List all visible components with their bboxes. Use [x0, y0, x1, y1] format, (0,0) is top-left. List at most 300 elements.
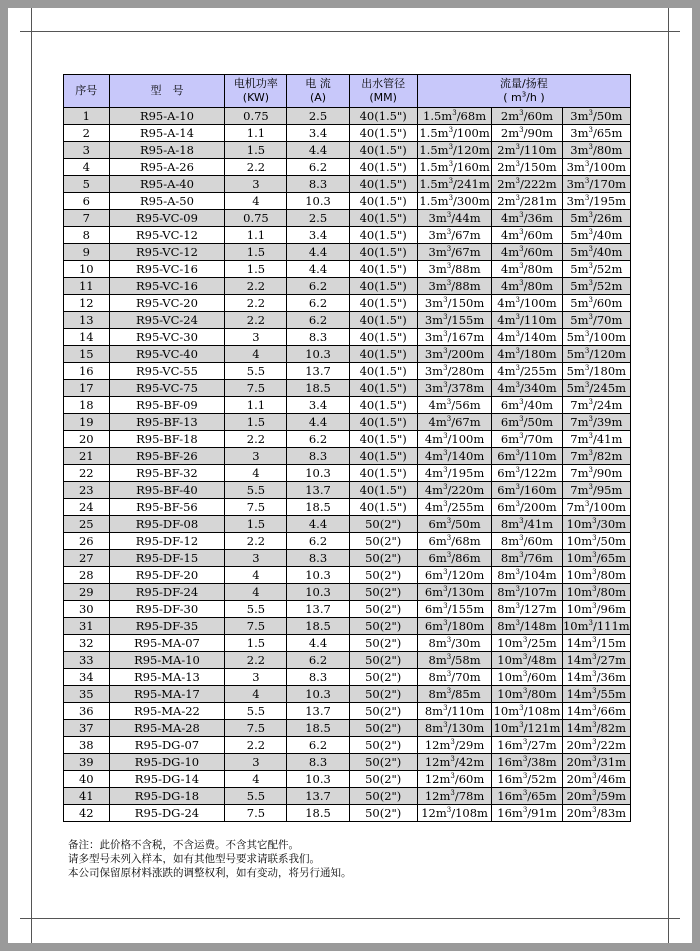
- cell-power: 1.1: [225, 125, 287, 142]
- cell-power: 4: [225, 771, 287, 788]
- cell-no: 25: [64, 516, 110, 533]
- cell-flow-2: $4m^3/100m$: [492, 295, 562, 312]
- note-line: 备注：此价格不含税，不含运费。不含其它配件。: [68, 839, 299, 851]
- cell-flow-3: $10m^3/80m$: [562, 567, 630, 584]
- cell-model: R95-MA-13: [109, 669, 225, 686]
- cell-flow-1: $3m^3/44m$: [417, 210, 491, 227]
- cell-no: 19: [64, 414, 110, 431]
- cell-flow-2: $8m^3/127m$: [492, 601, 562, 618]
- cell-flow-2: $16m^3/91m$: [492, 805, 562, 822]
- cell-pipe: 50(2"): [349, 805, 417, 822]
- cell-power: 2.2: [225, 159, 287, 176]
- cell-pipe: 50(2"): [349, 550, 417, 567]
- table-row: [64, 142, 631, 159]
- cell-power: 5.5: [225, 363, 287, 380]
- table-row: [64, 618, 631, 635]
- cell-current: 10.3: [287, 584, 349, 601]
- cell-pipe: 50(2"): [349, 720, 417, 737]
- notes: [68, 838, 352, 880]
- cell-current: 3.4: [287, 227, 349, 244]
- cell-pipe: 40(1.5"): [349, 176, 417, 193]
- cell-model: R95-A-26: [109, 159, 225, 176]
- cell-model: R95-DG-24: [109, 805, 225, 822]
- cell-power: 2.2: [225, 295, 287, 312]
- table-row: [64, 329, 631, 346]
- cell-model: R95-MA-28: [109, 720, 225, 737]
- cell-flow-1: $3m^3/88m$: [417, 261, 491, 278]
- table-row: [64, 448, 631, 465]
- cell-flow-1: $8m^3/110m$: [417, 703, 491, 720]
- table-row: [64, 176, 631, 193]
- cell-pipe: 40(1.5"): [349, 261, 417, 278]
- cell-current: 13.7: [287, 601, 349, 618]
- cell-power: 3: [225, 176, 287, 193]
- bottom-guide-line: [20, 918, 680, 919]
- cell-current: 8.3: [287, 176, 349, 193]
- cell-no: 12: [64, 295, 110, 312]
- cell-no: 10: [64, 261, 110, 278]
- table-row: [64, 414, 631, 431]
- cell-flow-3: $3m^3/50m$: [562, 108, 630, 125]
- cell-model: R95-VC-75: [109, 380, 225, 397]
- cell-flow-2: $6m^3/122m$: [492, 465, 562, 482]
- cell-current: 10.3: [287, 346, 349, 363]
- cell-flow-2: $2m^3/222m$: [492, 176, 562, 193]
- cell-current: 3.4: [287, 125, 349, 142]
- cell-flow-2: $6m^3/200m$: [492, 499, 562, 516]
- cell-pipe: 50(2"): [349, 703, 417, 720]
- table-row: [64, 720, 631, 737]
- cell-power: 4: [225, 193, 287, 210]
- cell-pipe: 40(1.5"): [349, 346, 417, 363]
- cell-no: 9: [64, 244, 110, 261]
- cell-flow-2: $2m^3/110m$: [492, 142, 562, 159]
- table-row: [64, 210, 631, 227]
- cell-no: 30: [64, 601, 110, 618]
- cell-flow-1: $12m^3/42m$: [417, 754, 491, 771]
- table-row: [64, 533, 631, 550]
- cell-no: 24: [64, 499, 110, 516]
- cell-power: 3: [225, 754, 287, 771]
- cell-power: 2.2: [225, 652, 287, 669]
- cell-current: 18.5: [287, 499, 349, 516]
- cell-flow-3: $3m^3/170m$: [562, 176, 630, 193]
- cell-flow-2: $6m^3/50m$: [492, 414, 562, 431]
- cell-flow-2: $6m^3/160m$: [492, 482, 562, 499]
- cell-no: 1: [64, 108, 110, 125]
- cell-power: 4: [225, 567, 287, 584]
- table-row: [64, 737, 631, 754]
- cell-flow-1: $4m^3/67m$: [417, 414, 491, 431]
- cell-flow-3: $7m^3/24m$: [562, 397, 630, 414]
- cell-power: 7.5: [225, 380, 287, 397]
- cell-flow-2: $10m^3/80m$: [492, 686, 562, 703]
- cell-flow-1: $3m^3/67m$: [417, 244, 491, 261]
- cell-pipe: 50(2"): [349, 635, 417, 652]
- cell-flow-3: $14m^3/27m$: [562, 652, 630, 669]
- cell-power: 3: [225, 329, 287, 346]
- cell-pipe: 50(2"): [349, 788, 417, 805]
- cell-flow-2: $8m^3/104m$: [492, 567, 562, 584]
- cell-power: 2.2: [225, 533, 287, 550]
- table-row: [64, 805, 631, 822]
- table-row: [64, 227, 631, 244]
- cell-current: 13.7: [287, 482, 349, 499]
- cell-flow-2: $6m^3/110m$: [492, 448, 562, 465]
- table-row: [64, 771, 631, 788]
- cell-flow-3: $10m^3/30m$: [562, 516, 630, 533]
- table-row: [64, 686, 631, 703]
- header-flow-head: [417, 75, 630, 108]
- table-row: [64, 346, 631, 363]
- cell-model: R95-VC-16: [109, 278, 225, 295]
- cell-flow-2: $10m^3/25m$: [492, 635, 562, 652]
- cell-flow-1: $6m^3/68m$: [417, 533, 491, 550]
- document-page: [8, 8, 692, 943]
- header-pipe: [349, 75, 417, 108]
- table-row: [64, 261, 631, 278]
- table-row: [64, 431, 631, 448]
- cell-model: R95-A-18: [109, 142, 225, 159]
- cell-pipe: 40(1.5"): [349, 397, 417, 414]
- table-header-row: [64, 75, 631, 108]
- cell-flow-3: $20m^3/83m$: [562, 805, 630, 822]
- cell-no: 21: [64, 448, 110, 465]
- cell-pipe: 40(1.5"): [349, 499, 417, 516]
- cell-current: 4.4: [287, 635, 349, 652]
- cell-pipe: 50(2"): [349, 686, 417, 703]
- cell-flow-1: $3m^3/155m$: [417, 312, 491, 329]
- cell-current: 10.3: [287, 686, 349, 703]
- cell-model: R95-A-40: [109, 176, 225, 193]
- cell-current: 4.4: [287, 516, 349, 533]
- cell-current: 4.4: [287, 414, 349, 431]
- cell-power: 0.75: [225, 210, 287, 227]
- cell-flow-1: $3m^3/88m$: [417, 278, 491, 295]
- cell-no: 38: [64, 737, 110, 754]
- cell-no: 33: [64, 652, 110, 669]
- cell-pipe: 40(1.5"): [349, 380, 417, 397]
- cell-current: 2.5: [287, 108, 349, 125]
- cell-pipe: 50(2"): [349, 669, 417, 686]
- table-row: [64, 669, 631, 686]
- cell-flow-2: $4m^3/60m$: [492, 227, 562, 244]
- cell-flow-1: $3m^3/280m$: [417, 363, 491, 380]
- right-guide-line: [668, 8, 669, 943]
- cell-model: R95-BF-09: [109, 397, 225, 414]
- cell-pipe: 50(2"): [349, 652, 417, 669]
- cell-current: 6.2: [287, 312, 349, 329]
- cell-no: 31: [64, 618, 110, 635]
- cell-no: 40: [64, 771, 110, 788]
- cell-power: 5.5: [225, 482, 287, 499]
- cell-flow-1: $1.5m^3/68m$: [417, 108, 491, 125]
- cell-pipe: 40(1.5"): [349, 108, 417, 125]
- pump-spec-table: [63, 74, 631, 822]
- cell-power: 4: [225, 686, 287, 703]
- note-line: 本公司保留原材料涨跌的调整权利，如有变动，将另行通知。: [68, 867, 352, 879]
- cell-pipe: 40(1.5"): [349, 193, 417, 210]
- cell-power: 1.5: [225, 635, 287, 652]
- cell-pipe: 50(2"): [349, 567, 417, 584]
- cell-model: R95-DG-18: [109, 788, 225, 805]
- cell-flow-1: $3m^3/200m$: [417, 346, 491, 363]
- cell-flow-1: $4m^3/255m$: [417, 499, 491, 516]
- cell-current: 6.2: [287, 652, 349, 669]
- cell-flow-3: $20m^3/31m$: [562, 754, 630, 771]
- cell-flow-3: $14m^3/55m$: [562, 686, 630, 703]
- cell-flow-2: $8m^3/76m$: [492, 550, 562, 567]
- cell-power: 2.2: [225, 278, 287, 295]
- cell-power: 2.2: [225, 737, 287, 754]
- cell-flow-3: $10m^3/96m$: [562, 601, 630, 618]
- cell-current: 10.3: [287, 465, 349, 482]
- cell-power: 1.5: [225, 261, 287, 278]
- cell-flow-2: $6m^3/70m$: [492, 431, 562, 448]
- cell-no: 16: [64, 363, 110, 380]
- cell-flow-3: $7m^3/82m$: [562, 448, 630, 465]
- cell-flow-2: $2m^3/150m$: [492, 159, 562, 176]
- table-row: [64, 550, 631, 567]
- cell-flow-2: $4m^3/60m$: [492, 244, 562, 261]
- table-row: [64, 312, 631, 329]
- cell-flow-3: $5m^3/180m$: [562, 363, 630, 380]
- cell-model: R95-VC-12: [109, 244, 225, 261]
- cell-flow-1: $3m^3/167m$: [417, 329, 491, 346]
- cell-pipe: 50(2"): [349, 584, 417, 601]
- cell-no: 7: [64, 210, 110, 227]
- cell-model: R95-BF-32: [109, 465, 225, 482]
- header-flow-label: 流量/扬程: [500, 77, 548, 90]
- cell-no: 15: [64, 346, 110, 363]
- cell-flow-3: $5m^3/70m$: [562, 312, 630, 329]
- cell-flow-1: $4m^3/195m$: [417, 465, 491, 482]
- cell-pipe: 40(1.5"): [349, 142, 417, 159]
- table-row: [64, 703, 631, 720]
- cell-pipe: 40(1.5"): [349, 431, 417, 448]
- cell-current: 18.5: [287, 380, 349, 397]
- cell-flow-2: $10m^3/48m$: [492, 652, 562, 669]
- cell-no: 13: [64, 312, 110, 329]
- cell-model: R95-A-50: [109, 193, 225, 210]
- cell-flow-2: $8m^3/60m$: [492, 533, 562, 550]
- cell-flow-3: $5m^3/52m$: [562, 261, 630, 278]
- cell-pipe: 40(1.5"): [349, 227, 417, 244]
- table-row: [64, 193, 631, 210]
- cell-model: R95-VC-12: [109, 227, 225, 244]
- cell-model: R95-DF-12: [109, 533, 225, 550]
- cell-current: 4.4: [287, 261, 349, 278]
- table-row: [64, 482, 631, 499]
- cell-current: 6.2: [287, 533, 349, 550]
- cell-model: R95-MA-17: [109, 686, 225, 703]
- cell-flow-2: $6m^3/40m$: [492, 397, 562, 414]
- cell-pipe: 40(1.5"): [349, 278, 417, 295]
- cell-flow-1: $3m^3/378m$: [417, 380, 491, 397]
- cell-flow-2: $10m^3/121m$: [493, 720, 561, 735]
- cell-flow-2: $4m^3/80m$: [492, 261, 562, 278]
- cell-flow-2: $8m^3/41m$: [492, 516, 562, 533]
- cell-current: 6.2: [287, 159, 349, 176]
- cell-flow-2: $16m^3/65m$: [492, 788, 562, 805]
- cell-flow-3: $5m^3/60m$: [562, 295, 630, 312]
- cell-pipe: 40(1.5"): [349, 414, 417, 431]
- cell-pipe: 40(1.5"): [349, 312, 417, 329]
- cell-model: R95-DF-08: [109, 516, 225, 533]
- cell-power: 1.1: [225, 227, 287, 244]
- cell-current: 10.3: [287, 567, 349, 584]
- table-row: [64, 363, 631, 380]
- cell-flow-1: $6m^3/180m$: [417, 618, 491, 635]
- cell-model: R95-DF-35: [109, 618, 225, 635]
- table-row: [64, 635, 631, 652]
- cell-pipe: 40(1.5"): [349, 482, 417, 499]
- cell-power: 3: [225, 448, 287, 465]
- cell-flow-2: $2m^3/281m$: [492, 193, 562, 210]
- header-current-unit: (A): [309, 91, 327, 104]
- cell-flow-1: $6m^3/86m$: [417, 550, 491, 567]
- cell-no: 14: [64, 329, 110, 346]
- cell-flow-3: $10m^3/50m$: [562, 533, 630, 550]
- cell-current: 8.3: [287, 754, 349, 771]
- cell-current: 13.7: [287, 703, 349, 720]
- cell-pipe: 40(1.5"): [349, 244, 417, 261]
- cell-pipe: 40(1.5"): [349, 448, 417, 465]
- cell-flow-3: $14m^3/15m$: [562, 635, 630, 652]
- cell-current: 2.5: [287, 210, 349, 227]
- table-row: [64, 125, 631, 142]
- cell-power: 3: [225, 550, 287, 567]
- cell-flow-3: $7m^3/41m$: [562, 431, 630, 448]
- cell-model: R95-MA-07: [109, 635, 225, 652]
- cell-current: 4.4: [287, 142, 349, 159]
- cell-power: 2.2: [225, 431, 287, 448]
- cell-model: R95-DF-20: [109, 567, 225, 584]
- cell-flow-2: $16m^3/27m$: [492, 737, 562, 754]
- cell-flow-3: $5m^3/40m$: [562, 244, 630, 261]
- cell-no: 27: [64, 550, 110, 567]
- cell-no: 23: [64, 482, 110, 499]
- header-power: [225, 75, 287, 108]
- table-row: [64, 516, 631, 533]
- table-row: [64, 584, 631, 601]
- cell-pipe: 50(2"): [349, 771, 417, 788]
- cell-flow-2: $10m^3/60m$: [492, 669, 562, 686]
- cell-flow-2: $2m^3/90m$: [492, 125, 562, 142]
- cell-no: 11: [64, 278, 110, 295]
- cell-power: 1.5: [225, 142, 287, 159]
- cell-power: 7.5: [225, 618, 287, 635]
- cell-current: 18.5: [287, 720, 349, 737]
- cell-flow-1: $4m^3/100m$: [417, 431, 491, 448]
- cell-flow-2: $4m^3/36m$: [492, 210, 562, 227]
- cell-no: 34: [64, 669, 110, 686]
- cell-flow-1: $1.5m^3/300m$: [417, 193, 491, 210]
- table-row: [64, 754, 631, 771]
- cell-power: 2.2: [225, 312, 287, 329]
- table-row: [64, 108, 631, 125]
- cell-no: 5: [64, 176, 110, 193]
- cell-flow-1: $1.5m^3/120m$: [417, 142, 491, 159]
- cell-flow-2: $10m^3/108m$: [493, 703, 561, 718]
- cell-no: 17: [64, 380, 110, 397]
- cell-model: R95-DF-15: [109, 550, 225, 567]
- cell-flow-1: $8m^3/58m$: [417, 652, 491, 669]
- cell-flow-3: $7m^3/90m$: [562, 465, 630, 482]
- cell-no: 28: [64, 567, 110, 584]
- header-pipe-label: 出水管径: [361, 77, 406, 90]
- cell-flow-1: $3m^3/150m$: [417, 295, 491, 312]
- cell-flow-2: $4m^3/180m$: [492, 346, 562, 363]
- cell-no: 18: [64, 397, 110, 414]
- table-row: [64, 278, 631, 295]
- cell-flow-2: $16m^3/52m$: [492, 771, 562, 788]
- cell-current: 3.4: [287, 397, 349, 414]
- cell-flow-2: $4m^3/140m$: [492, 329, 562, 346]
- cell-flow-1: $8m^3/30m$: [417, 635, 491, 652]
- cell-flow-1: $3m^3/67m$: [417, 227, 491, 244]
- cell-pipe: 40(1.5"): [349, 125, 417, 142]
- cell-flow-3: $5m^3/26m$: [562, 210, 630, 227]
- cell-model: R95-DG-14: [109, 771, 225, 788]
- cell-model: R95-DG-10: [109, 754, 225, 771]
- cell-model: R95-BF-40: [109, 482, 225, 499]
- cell-flow-3: $5m^3/52m$: [562, 278, 630, 295]
- cell-power: 0.75: [225, 108, 287, 125]
- cell-flow-3: $5m^3/40m$: [562, 227, 630, 244]
- cell-flow-1: $1.5m^3/160m$: [417, 159, 491, 176]
- cell-model: R95-VC-16: [109, 261, 225, 278]
- cell-flow-1: $8m^3/130m$: [417, 720, 491, 737]
- cell-flow-3: $10m^3/65m$: [562, 550, 630, 567]
- cell-flow-3: $7m^3/100m$: [562, 499, 630, 516]
- cell-model: R95-DG-07: [109, 737, 225, 754]
- cell-current: 13.7: [287, 363, 349, 380]
- cell-current: 10.3: [287, 771, 349, 788]
- cell-power: 7.5: [225, 720, 287, 737]
- cell-flow-2: $4m^3/340m$: [492, 380, 562, 397]
- cell-model: R95-BF-26: [109, 448, 225, 465]
- cell-model: R95-A-10: [109, 108, 225, 125]
- cell-flow-1: $4m^3/140m$: [417, 448, 491, 465]
- cell-pipe: 40(1.5"): [349, 159, 417, 176]
- cell-model: R95-A-14: [109, 125, 225, 142]
- table-body: [64, 108, 631, 822]
- cell-flow-1: $6m^3/155m$: [417, 601, 491, 618]
- cell-power: 5.5: [225, 788, 287, 805]
- cell-current: 8.3: [287, 550, 349, 567]
- left-guide-line: [31, 8, 32, 943]
- cell-current: 13.7: [287, 788, 349, 805]
- cell-flow-3: $7m^3/39m$: [562, 414, 630, 431]
- table-row: [64, 567, 631, 584]
- cell-power: 5.5: [225, 601, 287, 618]
- cell-flow-3: $5m^3/120m$: [562, 346, 630, 363]
- cell-flow-1: $12m^3/29m$: [417, 737, 491, 754]
- cell-no: 37: [64, 720, 110, 737]
- cell-pipe: 50(2"): [349, 754, 417, 771]
- cell-no: 36: [64, 703, 110, 720]
- cell-power: 4: [225, 584, 287, 601]
- table-row: [64, 159, 631, 176]
- cell-flow-2: $16m^3/38m$: [492, 754, 562, 771]
- table-row: [64, 244, 631, 261]
- cell-flow-3: $20m^3/46m$: [562, 771, 630, 788]
- cell-flow-1: $4m^3/220m$: [417, 482, 491, 499]
- cell-no: 8: [64, 227, 110, 244]
- cell-current: 10.3: [287, 193, 349, 210]
- cell-current: 8.3: [287, 329, 349, 346]
